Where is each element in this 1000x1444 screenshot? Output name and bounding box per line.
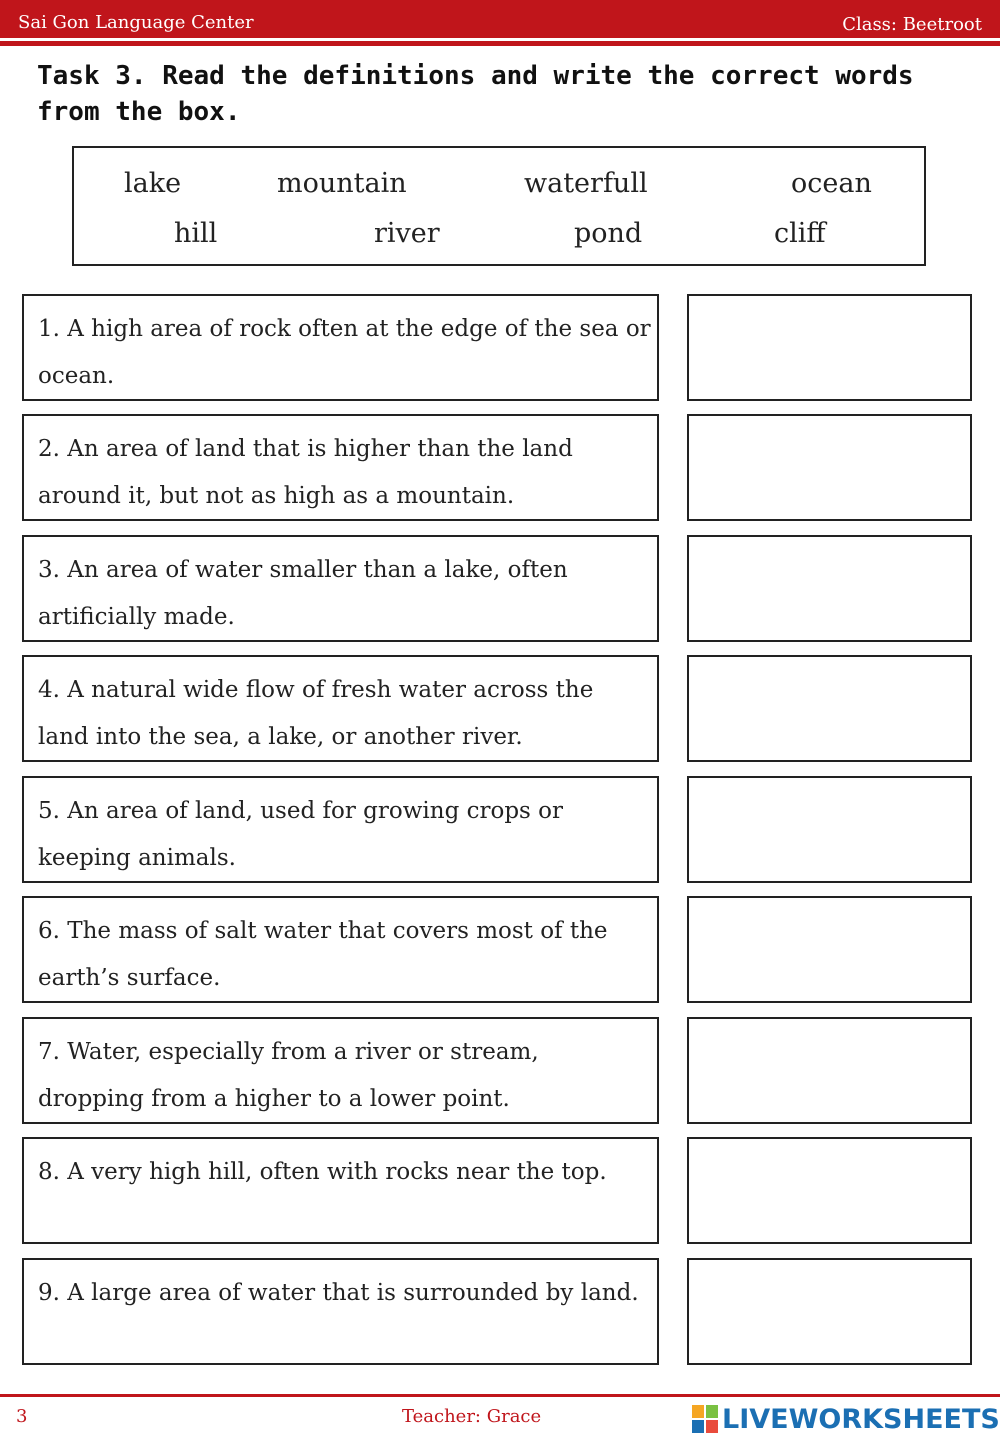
word-ocean: ocean — [791, 168, 872, 199]
answer-input-1[interactable] — [687, 294, 972, 401]
definition-4: 4. A natural wide flow of fresh water across the land into the sea, a lake, or another river. — [22, 655, 659, 762]
answer-input-9[interactable] — [687, 1258, 972, 1365]
answer-input-8[interactable] — [687, 1137, 972, 1244]
word-lake: lake — [124, 168, 182, 199]
footer-divider — [0, 1394, 1000, 1397]
page-number: 3 — [16, 1406, 28, 1427]
class-label: Class: Beetroot — [842, 14, 982, 35]
header-divider — [0, 41, 1000, 46]
definition-2: 2. An area of land that is higher than the land around it, but not as high as a mountain. — [22, 414, 659, 521]
center-name: Sai Gon Language Center — [18, 12, 254, 33]
definition-1: 1. A high area of rock often at the edge of the sea or ocean. — [22, 294, 659, 401]
answer-input-6[interactable] — [687, 896, 972, 1003]
teacher-name: Teacher: Grace — [402, 1406, 542, 1427]
word-hill: hill — [174, 218, 218, 249]
definition-7: 7. Water, especially from a river or stream, dropping from a higher to a lower point. — [22, 1017, 659, 1124]
word-waterfull: waterfull — [524, 168, 648, 199]
answer-input-2[interactable] — [687, 414, 972, 521]
word-pond: pond — [574, 218, 643, 249]
answer-input-5[interactable] — [687, 776, 972, 883]
answer-input-3[interactable] — [687, 535, 972, 642]
definition-9: 9. A large area of water that is surrounded by land. — [22, 1258, 659, 1365]
brand-logo — [692, 1402, 1000, 1436]
definition-3: 3. An area of water smaller than a lake, often artificially made. — [22, 535, 659, 642]
answer-input-4[interactable] — [687, 655, 972, 762]
brand-name: LIVEWORKSHEETS — [722, 1403, 1000, 1435]
word-box — [72, 146, 926, 266]
definition-8: 8. A very high hill, often with rocks near the top. — [22, 1137, 659, 1244]
answer-input-7[interactable] — [687, 1017, 972, 1124]
liveworksheets-logo-icon — [692, 1405, 718, 1433]
word-river: river — [374, 218, 440, 249]
word-cliff: cliff — [774, 218, 826, 249]
definition-6: 6. The mass of salt water that covers most of the earth’s surface. — [22, 896, 659, 1003]
task-title: Task 3. Read the definitions and write the correct words from the box. — [37, 61, 914, 127]
word-mountain: mountain — [277, 168, 407, 199]
header-bar — [0, 0, 1000, 38]
definition-5: 5. An area of land, used for growing crops or keeping animals. — [22, 776, 659, 883]
